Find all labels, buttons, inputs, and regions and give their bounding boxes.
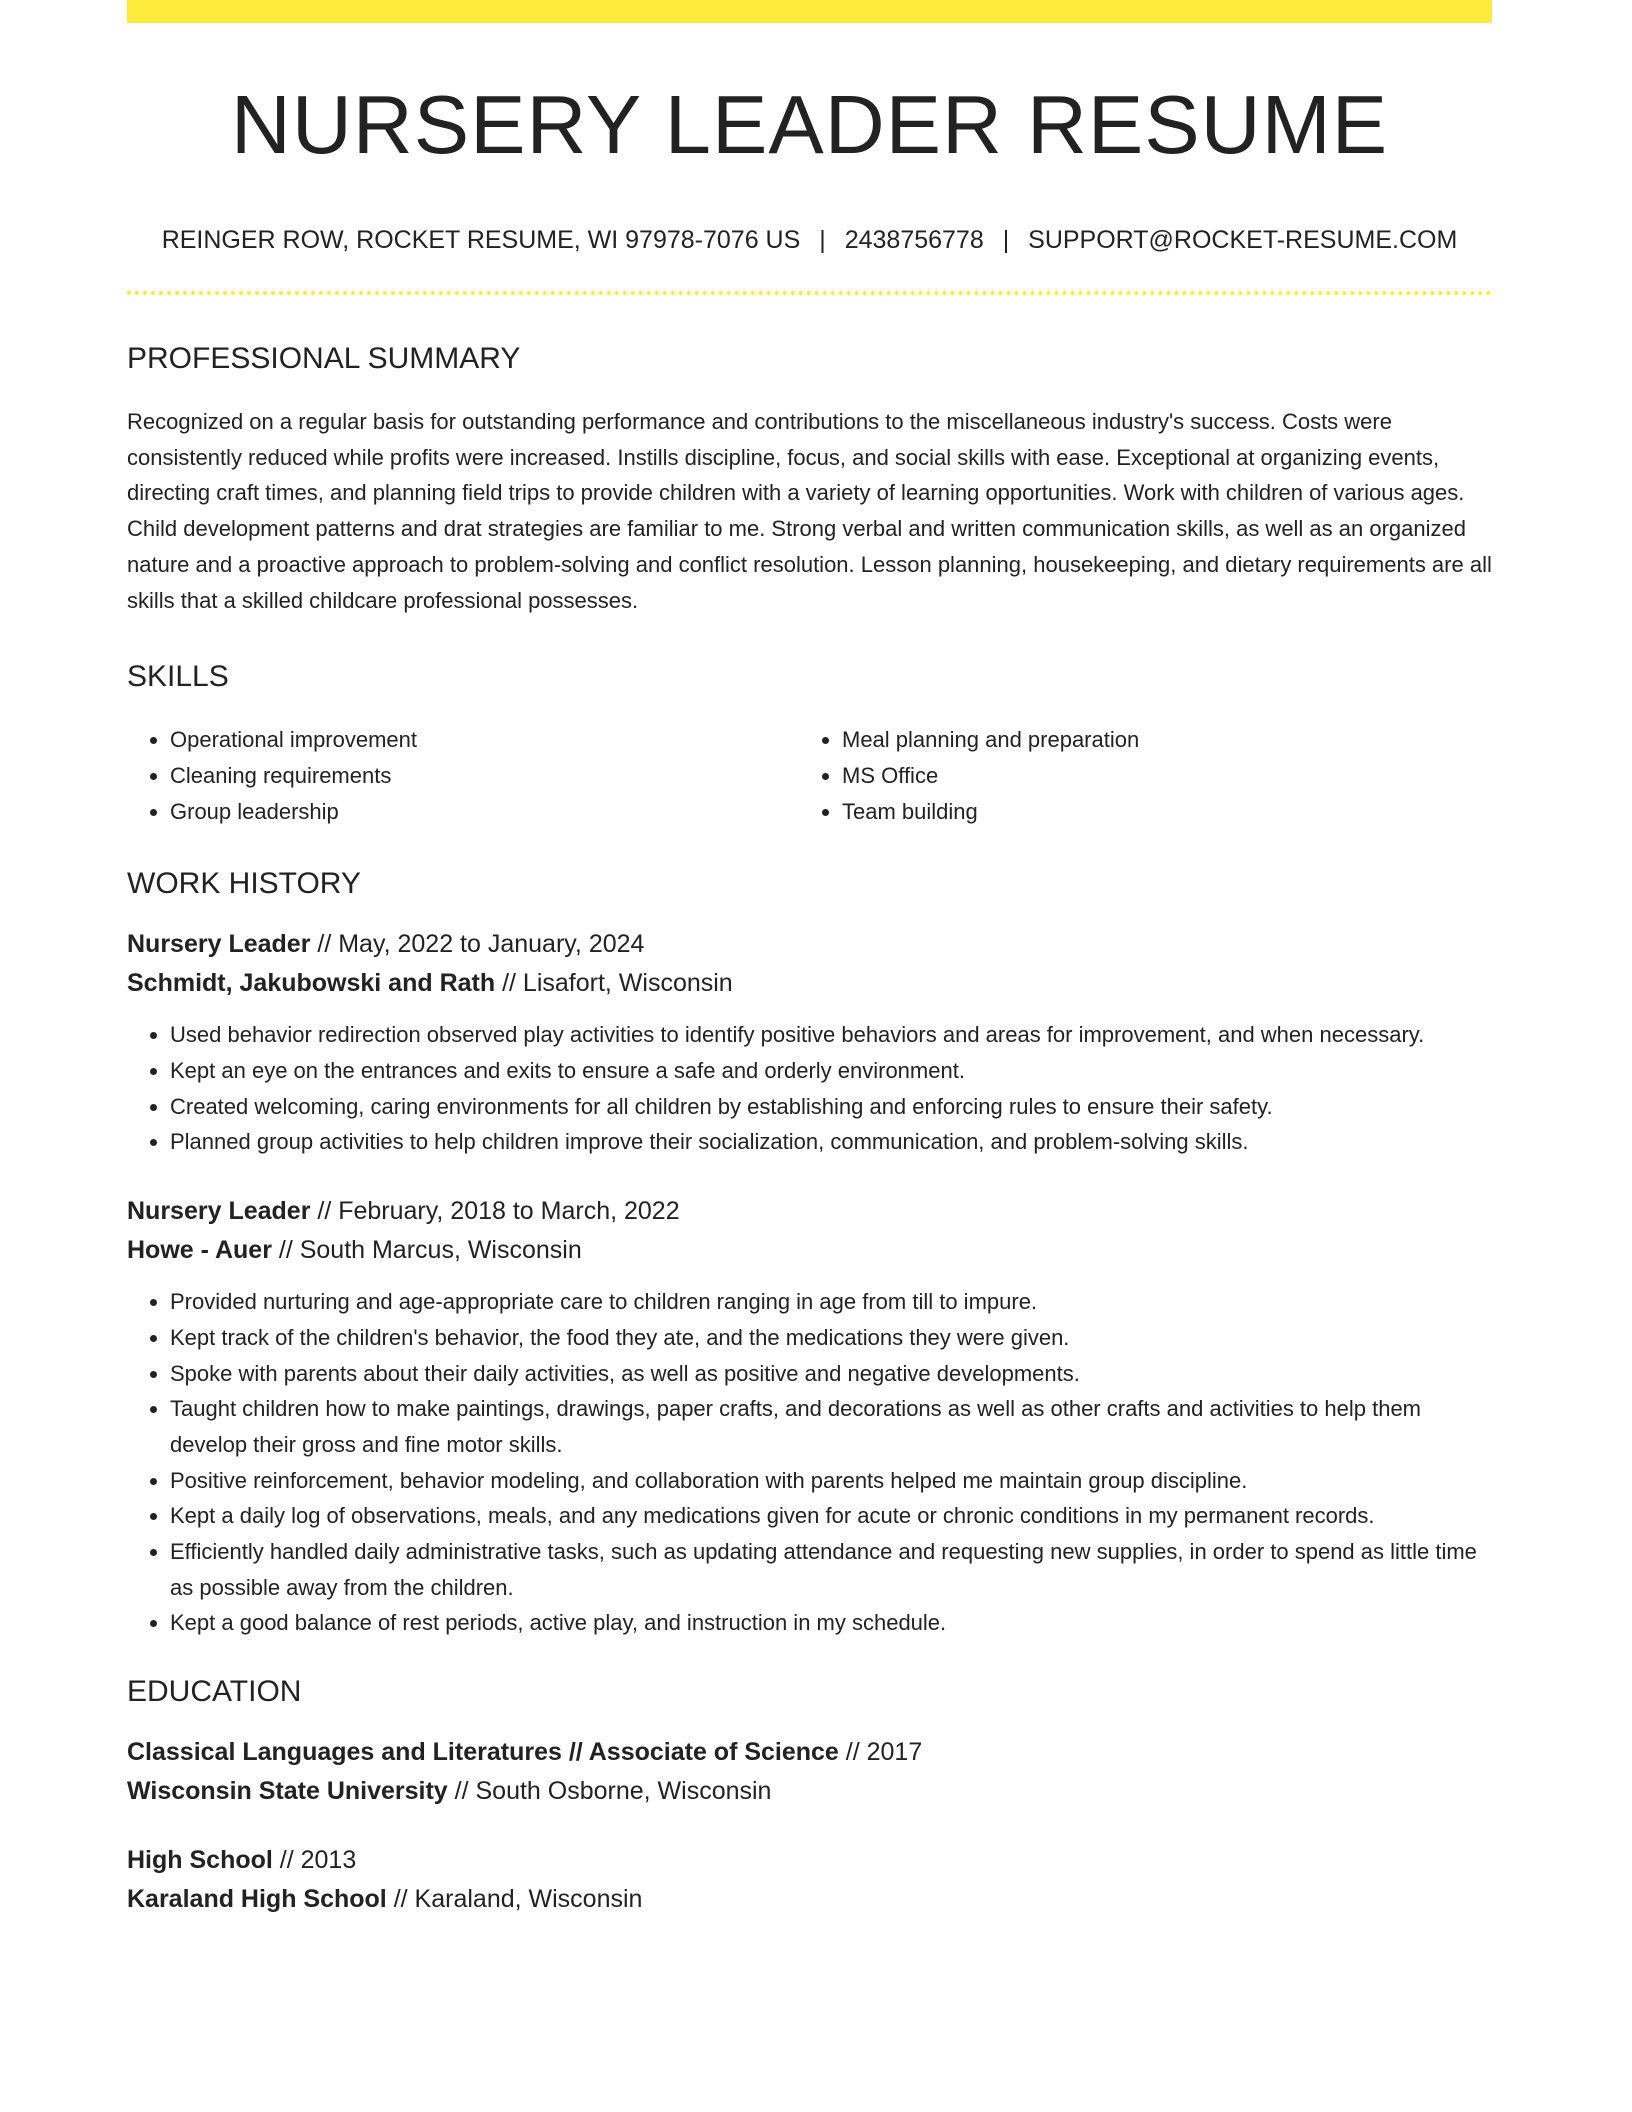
job-bullets — [127, 1284, 1492, 1641]
work-history-heading: WORK HISTORY — [127, 867, 361, 901]
job-entry — [127, 925, 1492, 1160]
education-heading: EDUCATION — [127, 1675, 302, 1709]
job-company: Schmidt, Jakubowski and Rath — [127, 969, 496, 998]
summary-text: Recognized on a regular basis for outstanding performance and contributions to the miscellaneous industry's success. Costs were consistently reduced while profits were increased. Instills discipline, focus, and social skills with ease. Exceptional at organizing events, directing craft times, and planning field trips to provide children with a variety of learning opportunities. Work with children of various ages. Child development patterns and drat strategies are familiar to me. Strong verbal and written communication skills, as well as an organized nature and a proactive approach to problem-solving and conflict resolution. Lesson planning, housekeeping, and dietary requirements are all skills that a skilled childcare professional possesses. — [127, 409, 1492, 613]
skills-heading: SKILLS — [127, 660, 229, 694]
contact-separator: | — [1002, 226, 1010, 254]
job-location: // South Marcus, Wisconsin — [271, 1236, 582, 1265]
job-bullet: • Kept a daily log of observations, meals, and any medications given for acute or chronic conditions in my permanent records. — [170, 1498, 1492, 1534]
contact-separator: | — [819, 226, 826, 254]
job-title-line — [127, 1192, 1492, 1231]
education-location: // South Osborne, Wisconsin — [447, 1777, 772, 1806]
job-title: Nursery Leader — [127, 930, 311, 959]
job-bullets — [127, 1017, 1492, 1160]
education-year: // 2017 — [838, 1738, 923, 1767]
job-bullet: • Efficiently handled daily administrative tasks, such as updating attendance and requesting new supplies, in order to spend as little time as possible away from the children. — [170, 1534, 1492, 1605]
job-entry — [127, 1192, 1492, 1641]
skills-column-right — [799, 722, 1471, 829]
job-bullet: • Positive reinforcement, behavior modeling, and collaboration with parents helped me maintain group discipline. — [170, 1463, 1492, 1499]
job-title: Nursery Leader — [127, 1197, 311, 1226]
job-bullet: • Created welcoming, caring environments for all children by establishing and enforcing rules to ensure their safety. — [170, 1089, 1492, 1125]
skill-item: • Cleaning requirements — [170, 758, 799, 794]
education-entry — [127, 1733, 1492, 1811]
education-school: Wisconsin State University — [127, 1777, 448, 1806]
education-degree-line — [127, 1733, 1492, 1772]
resume-page — [127, 0, 1492, 1919]
job-bullet: • Planned group activities to help children improve their socialization, communication, and problem-solving skills. — [170, 1124, 1492, 1160]
job-bullet: • Used behavior redirection observed play activities to identify positive behaviors and areas for improvement, and when necessary. — [170, 1017, 1492, 1053]
job-location: // Lisafort, Wisconsin — [495, 969, 733, 998]
job-bullet: • Kept a good balance of rest periods, active play, and instruction in my schedule. — [170, 1605, 1492, 1641]
contact-line — [127, 228, 1492, 253]
resume-title: NURSERY LEADER RESUME — [230, 78, 1389, 171]
education-school-line — [127, 1880, 1492, 1919]
contact-phone[interactable]: 2438756778 — [844, 226, 984, 254]
education-degree-line — [127, 1841, 1492, 1880]
job-title-line — [127, 925, 1492, 964]
skill-item: • MS Office — [842, 758, 1471, 794]
job-bullet: • Kept an eye on the entrances and exits to ensure a safe and orderly environment. — [170, 1053, 1492, 1089]
skill-item: • Operational improvement — [170, 722, 799, 758]
education-entry — [127, 1841, 1492, 1919]
job-bullet: • Taught children how to make paintings, drawings, paper crafts, and decorations as well as other crafts and activities to help them develop their gross and fine motor skills. — [170, 1391, 1492, 1462]
job-bullet: • Kept track of the children's behavior, the food they ate, and the medications they were given. — [170, 1320, 1492, 1356]
job-bullet: • Spoke with parents about their daily activities, as well as positive and negative developments. — [170, 1356, 1492, 1392]
contact-address: REINGER ROW, ROCKET RESUME, WI 97978-7076 US — [161, 226, 801, 254]
education-year: // 2013 — [272, 1846, 357, 1875]
skill-item: • Group leadership — [170, 794, 799, 830]
education-location: // Karaland, Wisconsin — [386, 1885, 643, 1914]
education-school: Karaland High School — [127, 1885, 387, 1914]
job-company-line — [127, 1231, 1492, 1270]
job-company: Howe - Auer — [127, 1236, 272, 1265]
education-degree: High School — [127, 1846, 273, 1875]
skills-column-left — [127, 722, 799, 829]
skills-grid — [127, 722, 1492, 829]
job-dates: // May, 2022 to January, 2024 — [310, 930, 645, 959]
job-dates: // February, 2018 to March, 2022 — [310, 1197, 680, 1226]
accent-top-bar — [127, 0, 1492, 23]
job-company-line — [127, 964, 1492, 1003]
education-degree: Classical Languages and Literatures // Associate of Science — [127, 1738, 839, 1767]
job-bullet: • Provided nurturing and age-appropriate care to children ranging in age from till to impure. — [170, 1284, 1492, 1320]
summary-heading: PROFESSIONAL SUMMARY — [127, 342, 521, 375]
skill-item: • Team building — [842, 794, 1471, 830]
dotted-divider — [127, 291, 1492, 295]
skill-item: • Meal planning and preparation — [842, 722, 1471, 758]
contact-email[interactable]: SUPPORT@ROCKET-RESUME.COM — [1028, 226, 1458, 254]
education-school-line — [127, 1772, 1492, 1811]
